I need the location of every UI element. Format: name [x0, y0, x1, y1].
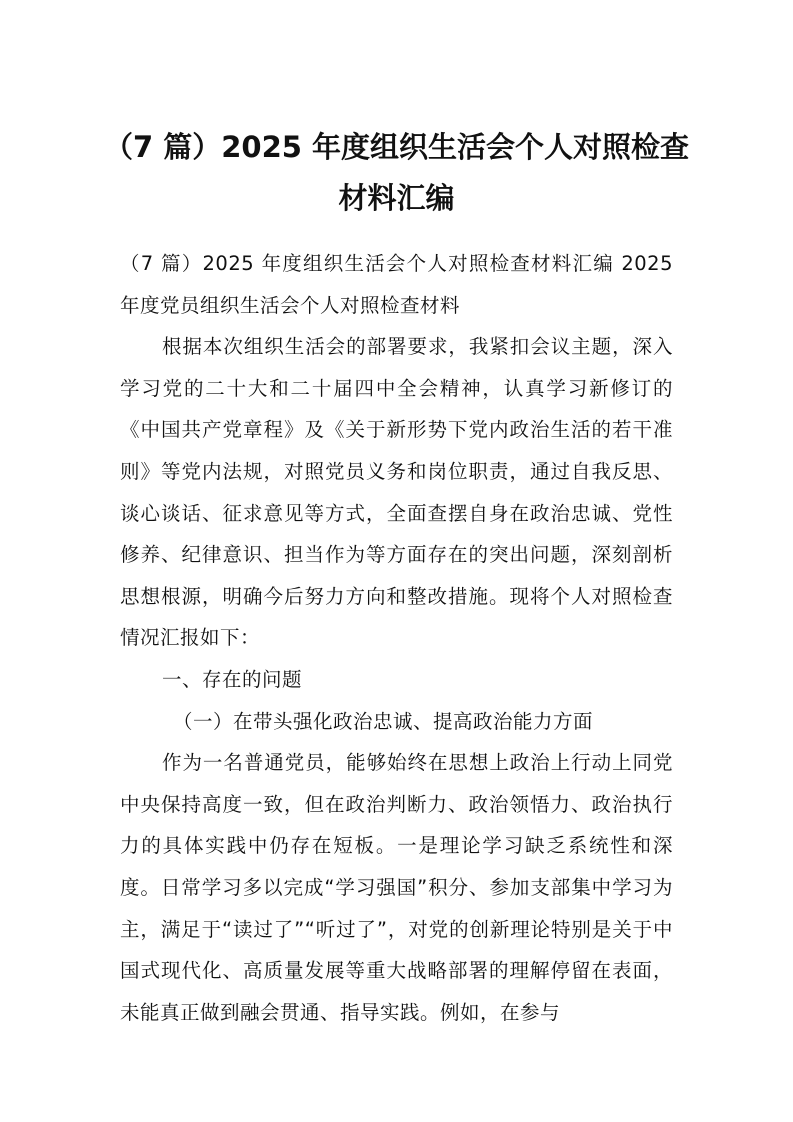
document-title: （7 篇）2025 年度组织生活会个人对照检查材料汇编 [103, 130, 690, 215]
document-body [120, 243, 673, 1033]
section-heading: 一、存在的问题 [162, 667, 303, 691]
subsection-heading: （一）在带头强化政治忠诚、提高政治能力方面 [173, 709, 594, 733]
intro-paragraph: （7 篇）2025 年度组织生活会个人对照检查材料汇编 2025 年度党员组织生活会个人对照检查材料 [120, 252, 673, 317]
body-paragraph: 作为一名普通党员，能够始终在思想上政治上行动上同党中央保持高度一致，但在政治判断力、政治领悟力、政治执行力的具体实践中仍存在短板。一是理论学习缺乏系统性和深度。日常学习多以完成“学习强国”积分、参加支部集中学习为主，满足于“读过了”“听过了”，对党的创新理论特别是关于中国式现代化、高质量发展等重大战略部署的理解停留在表面，未能真正做到融会贯通、指导实践。例如，在参与 [120, 751, 673, 1024]
body-paragraph: 根据本次组织生活会的部署要求，我紧扣会议主题，深入学习党的二十大和二十届四中全会精神，认真学习新修订的《中国共产党章程》及《关于新形势下党内政治生活的若干准则》等党内法规，对照党员义务和岗位职责，通过自我反思、谈心谈话、征求意见等方式，全面查摆自身在政治忠诚、党性修养、纪律意识、担当作为等方面存在的突出问题，深刻剖析思想根源，明确今后努力方向和整改措施。现将个人对照检查情况汇报如下： [120, 335, 673, 650]
